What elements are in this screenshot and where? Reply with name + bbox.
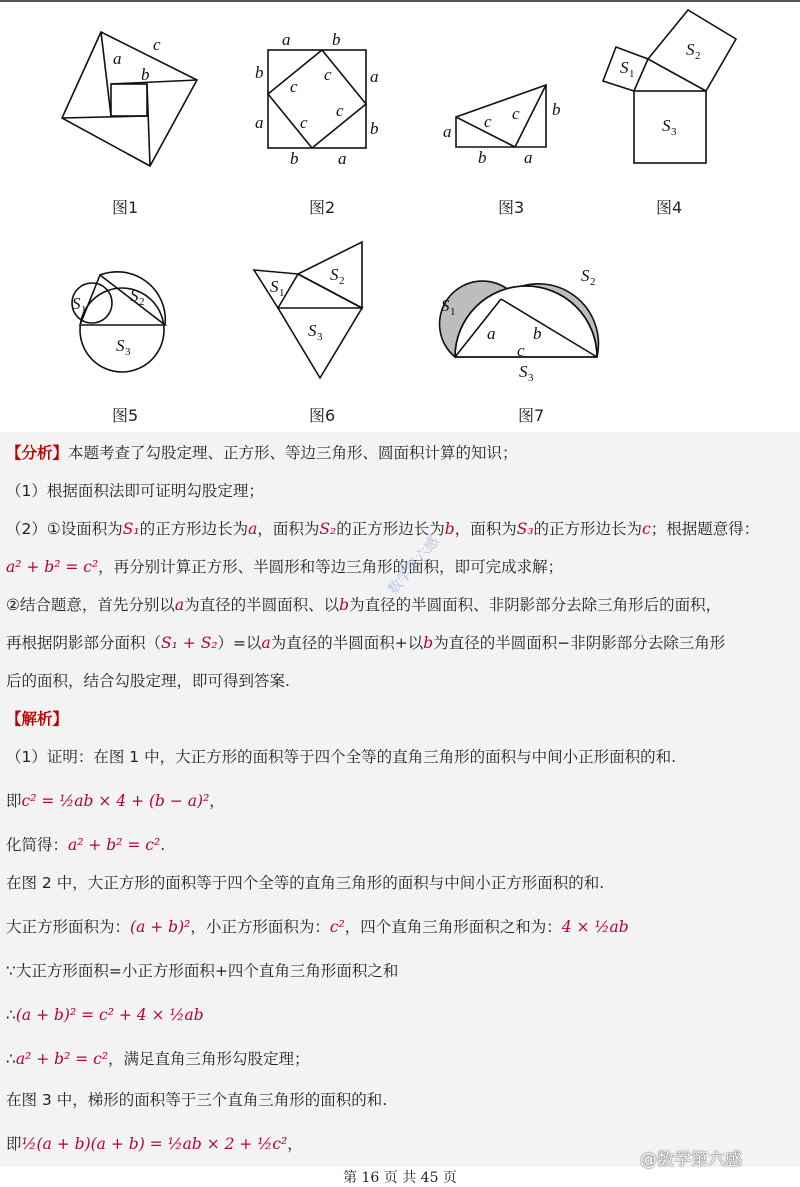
svg-text:S: S: [441, 296, 450, 315]
caption-fig1: 图1: [112, 198, 139, 217]
fig2-b-bottom: b: [290, 149, 299, 168]
text-run: 大正方形面积为：: [6, 918, 131, 936]
text-run: ，: [209, 792, 225, 810]
fig3-a-left: a: [443, 122, 452, 141]
text-run: 为直径的半圆面积、以: [184, 596, 340, 614]
text-run: ，: [287, 1135, 303, 1153]
solution-line-10: [6, 1133, 303, 1155]
fig7-c: c: [517, 341, 525, 360]
svg-text:S: S: [270, 277, 279, 296]
text-run: ，小正方形面积为：: [190, 918, 330, 936]
caption-fig2: 图2: [309, 198, 336, 217]
math-run: a² + b² = c²: [6, 558, 99, 576]
math-run: 4 × ½ab: [561, 918, 629, 936]
svg-text:S: S: [308, 321, 317, 340]
text-run: 化简得：: [6, 836, 69, 854]
fig4-s3: [662, 116, 677, 138]
fig7-b: b: [533, 324, 542, 343]
solution-line-9: 在图 3 中，梯形的面积等于三个直角三角形的面积的和.: [6, 1091, 388, 1109]
math-run: b: [444, 520, 455, 538]
text-run: ，再分别计算正方形、半圆形和等边三角形的面积，即可完成求解；: [98, 558, 564, 576]
fig2-c2: c: [324, 65, 332, 84]
math-run: (a + b)² = c² + 4 × ½ab: [15, 1006, 204, 1024]
caption-fig3: 图3: [498, 198, 525, 217]
fig1-label-c: c: [153, 35, 161, 54]
svg-text:1: 1: [279, 287, 285, 299]
analysis-line-2: （1）根据面积法即可证明勾股定理；: [6, 482, 264, 500]
fig1-label-b: b: [141, 65, 150, 84]
math-run: S₁ + S₂: [161, 634, 218, 652]
watermark: @数学第六感: [640, 1150, 742, 1170]
text-run: ，满足直角三角形勾股定理；: [108, 1050, 310, 1068]
fig6-s3: [308, 321, 323, 343]
math-run: c: [642, 520, 651, 538]
fig2-a-top: a: [282, 30, 291, 49]
analysis-line-7: 后的面积，结合勾股定理，即可得到答案.: [6, 672, 290, 690]
svg-text:S: S: [72, 294, 81, 313]
math-run: (a + b)²: [130, 918, 191, 936]
fig2-b-right: b: [370, 119, 379, 138]
fig4-s2: [686, 40, 701, 62]
math-run: c² = ½ab × 4 + (b − a)²: [21, 792, 210, 810]
math-run: S₃: [516, 520, 534, 538]
text-run: 的正方形边长为: [533, 520, 643, 538]
svg-text:3: 3: [671, 126, 677, 138]
fig5-s2: [130, 286, 145, 308]
text-run: 再根据阴影部分面积（: [6, 634, 162, 652]
faint-stamp: 数学第六感: [385, 533, 443, 598]
text-run: ；根据题意得：: [650, 520, 760, 538]
fig2-a-right: a: [370, 67, 379, 86]
svg-text:2: 2: [695, 50, 701, 62]
text-run: 即: [6, 792, 22, 810]
text-run: ∴: [6, 1006, 16, 1024]
figure-7: [435, 265, 615, 384]
text-run: 即: [6, 1135, 22, 1153]
svg-text:2: 2: [590, 276, 596, 288]
fig2-c4: c: [300, 113, 308, 132]
solution-line-2: [6, 790, 225, 812]
svg-text:3: 3: [317, 331, 323, 343]
svg-text:1: 1: [81, 304, 87, 316]
math-run: a: [248, 520, 258, 538]
math-run: a² + b² = c²: [15, 1050, 109, 1068]
fig3-c2: c: [512, 104, 520, 123]
figure-4: [598, 5, 743, 165]
caption-fig6: 图6: [309, 406, 336, 425]
analysis-line-3: [6, 518, 759, 540]
svg-text:S: S: [686, 40, 695, 59]
page-number: 第 16 页 共 45 页: [343, 1170, 457, 1186]
svg-text:3: 3: [528, 372, 534, 384]
fig2-a-bottom: a: [338, 149, 347, 168]
fig7-a: a: [487, 324, 496, 343]
fig3-a-bottom: a: [524, 148, 533, 167]
solution-line-3: [6, 834, 165, 856]
fig3-b-right: b: [552, 100, 561, 119]
figure-2: [252, 30, 382, 170]
svg-text:3: 3: [125, 346, 131, 358]
text-run: 的正方形边长为: [336, 520, 445, 538]
text-run: ，四个直角三角形面积之和为：: [344, 918, 562, 936]
text-run: 为直径的半圆面积+以: [270, 634, 424, 652]
text-run: ，面积为: [257, 520, 320, 538]
svg-text:S: S: [581, 266, 590, 285]
text-run: ∴: [6, 1050, 16, 1068]
analysis-head: 【分析】: [6, 444, 69, 462]
math-run: c²: [329, 918, 345, 936]
svg-text:2: 2: [139, 296, 145, 308]
svg-text:1: 1: [629, 68, 635, 80]
analysis-line-5: [6, 594, 721, 616]
fig6-s1: [270, 277, 285, 299]
caption-fig7: 图7: [518, 406, 545, 425]
fig1-label-a: a: [113, 49, 122, 68]
fig2-c1: c: [290, 77, 298, 96]
text-run: 的正方形边长为: [139, 520, 249, 538]
svg-text:S: S: [116, 336, 125, 355]
solution-line-4: 在图 2 中，大正方形的面积等于四个全等的直角三角形的面积与中间小正方形面积的和.: [6, 874, 605, 892]
analysis-line-1: [6, 442, 518, 464]
analysis-line-4: [6, 556, 563, 578]
text-run: ②结合题意，首先分别以: [6, 596, 175, 614]
fig6-s2: [330, 265, 345, 287]
analysis-text-1: 本题考查了勾股定理、正方形、等边三角形、圆面积计算的知识；: [68, 444, 518, 462]
solution-line-7: [6, 1004, 204, 1026]
fig2-b-top: b: [332, 30, 341, 49]
svg-text:S: S: [330, 265, 339, 284]
solution-line-5: [6, 916, 629, 938]
solution-head-line: [6, 708, 68, 730]
fig3-c1: c: [484, 112, 492, 131]
figure-3: [440, 75, 580, 170]
text-run: ）=以: [217, 634, 262, 652]
fig2-b-left: b: [255, 63, 264, 82]
fig2-a-left: a: [255, 113, 264, 132]
math-run: S₁: [122, 520, 140, 538]
figure-5: [60, 265, 185, 375]
math-run: b: [339, 596, 350, 614]
caption-fig4: 图4: [656, 198, 683, 217]
text-run: 为直径的半圆面积、非阴影部分去除三角形后的面积，: [349, 596, 722, 614]
svg-text:2: 2: [339, 275, 345, 287]
fig5-s3: [116, 336, 131, 358]
analysis-line-6: [6, 632, 725, 654]
svg-text:1: 1: [450, 306, 456, 318]
math-run: ½(a + b)(a + b) = ½ab × 2 + ½c²: [21, 1135, 288, 1153]
text-run: 为直径的半圆面积−非阴影部分去除三角形: [433, 634, 726, 652]
fig5-s1: [72, 294, 87, 316]
solution-line-8: [6, 1048, 310, 1070]
fig7-s3: [519, 362, 534, 384]
text-run: .: [160, 836, 166, 854]
svg-text:S: S: [519, 362, 528, 381]
solution-line-6: ∵大正方形面积=小正方形面积+四个直角三角形面积之和: [6, 962, 399, 980]
math-run: b: [423, 634, 434, 652]
fig4-s1: [620, 58, 635, 80]
math-run: S₂: [319, 520, 337, 538]
svg-text:S: S: [620, 58, 629, 77]
math-run: a² + b² = c²: [68, 836, 161, 854]
math-run: a: [174, 596, 185, 614]
solution-line-1: （1）证明：在图 1 中，大正方形的面积等于四个全等的直角三角形的面积与中间小正形面积的和.: [6, 748, 677, 766]
caption-fig5: 图5: [112, 406, 139, 425]
fig2-c3: c: [336, 101, 344, 120]
text-run: ，面积为: [454, 520, 517, 538]
figure-1: [55, 28, 205, 173]
math-run: a: [261, 634, 271, 652]
fig3-b-bottom: b: [478, 148, 487, 167]
svg-text:S: S: [130, 286, 139, 305]
text-run: （2）①设面积为: [6, 520, 123, 538]
svg-text:S: S: [662, 116, 671, 135]
top-rule: [0, 0, 800, 2]
fig7-s2: [581, 266, 596, 288]
solution-head: 【解析】: [6, 710, 69, 728]
figure-6: [250, 238, 375, 383]
